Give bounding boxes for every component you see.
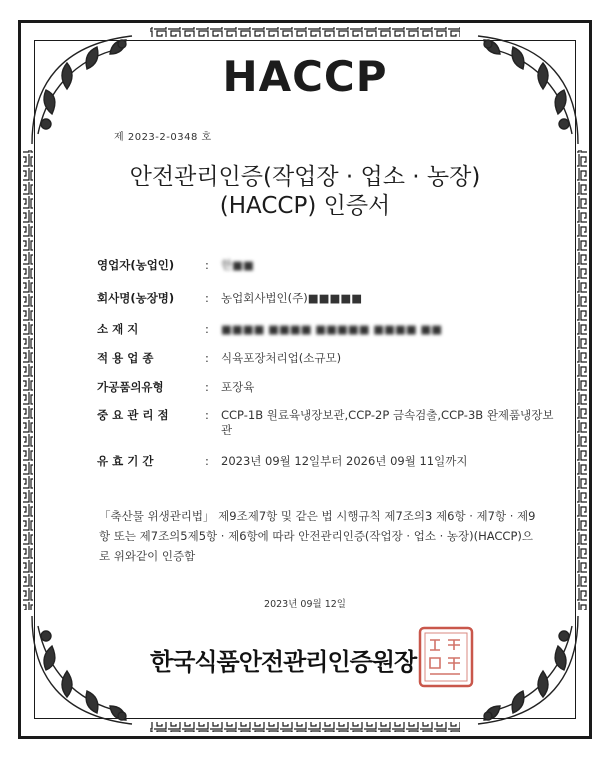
official-seal-stamp bbox=[418, 626, 474, 688]
field-colon: : bbox=[205, 322, 209, 336]
field-value: 2023년 09월 12일부터 2026년 09월 11일까지 bbox=[221, 454, 468, 468]
field-value: CCP-1B 원료육냉장보관,CCP-2P 금속검출,CCP-3B 완제품냉장보관 bbox=[221, 408, 554, 437]
certificate-number: 제 2023-2-0348 호 bbox=[114, 132, 212, 143]
field-label: 유 효 기 간 bbox=[97, 454, 154, 468]
field-label: 가공품의유형 bbox=[97, 380, 164, 394]
field-value: 식육포장처리업(소규모) bbox=[221, 351, 342, 365]
field-business-type bbox=[97, 351, 557, 366]
field-value-redacted: ■■■■ ■■■■ ■■■■■ ■■■■ ■■ bbox=[221, 322, 443, 336]
field-value: 농업회사법인(주)■■■■■ bbox=[221, 291, 363, 305]
field-value: 포장육 bbox=[221, 380, 255, 394]
field-colon: : bbox=[205, 454, 209, 468]
certificate-title bbox=[0, 163, 610, 221]
field-colon: : bbox=[205, 258, 209, 272]
field-company bbox=[97, 291, 557, 306]
field-label: 영업자(농업인) bbox=[97, 258, 175, 272]
certification-statement: 「축산물 위생관리법」 제9조제7항 및 같은 법 시행규칙 제7조의3 제6항 · 제7항 · 제9항 또는 제7조의5제5항 · 제6항에 따라 안전관리인증(작업장 · 업소 · 농장)(HACCP)으로 위와같이 인증함 bbox=[99, 509, 536, 563]
field-label: 소 재 지 bbox=[97, 322, 139, 336]
field-value-redacted: 한■■ bbox=[221, 258, 254, 272]
field-product-type bbox=[97, 380, 557, 395]
issuer-name: 한국식품안전관리인증원장 bbox=[150, 648, 417, 676]
field-colon: : bbox=[205, 291, 209, 305]
field-colon: : bbox=[205, 351, 209, 365]
certificate-title-line1: 안전관리인증(작업장 · 업소 · 농장) bbox=[129, 164, 481, 190]
haccp-logo-text: HACCP bbox=[222, 52, 388, 101]
field-label: 적 용 업 종 bbox=[97, 351, 154, 365]
certificate-title-line2: (HACCP) 인증서 bbox=[219, 193, 391, 219]
issue-date: 2023년 09월 12일 bbox=[264, 599, 346, 610]
field-colon: : bbox=[205, 380, 209, 394]
field-validity-period bbox=[97, 454, 557, 469]
field-critical-control-points bbox=[97, 408, 557, 438]
field-address bbox=[97, 322, 557, 337]
field-label: 중 요 관 리 점 bbox=[97, 408, 169, 422]
field-colon: : bbox=[205, 408, 209, 422]
field-label: 회사명(농장명) bbox=[97, 291, 175, 305]
field-operator bbox=[97, 258, 557, 273]
corner-ornament-bottom-left bbox=[22, 606, 152, 736]
